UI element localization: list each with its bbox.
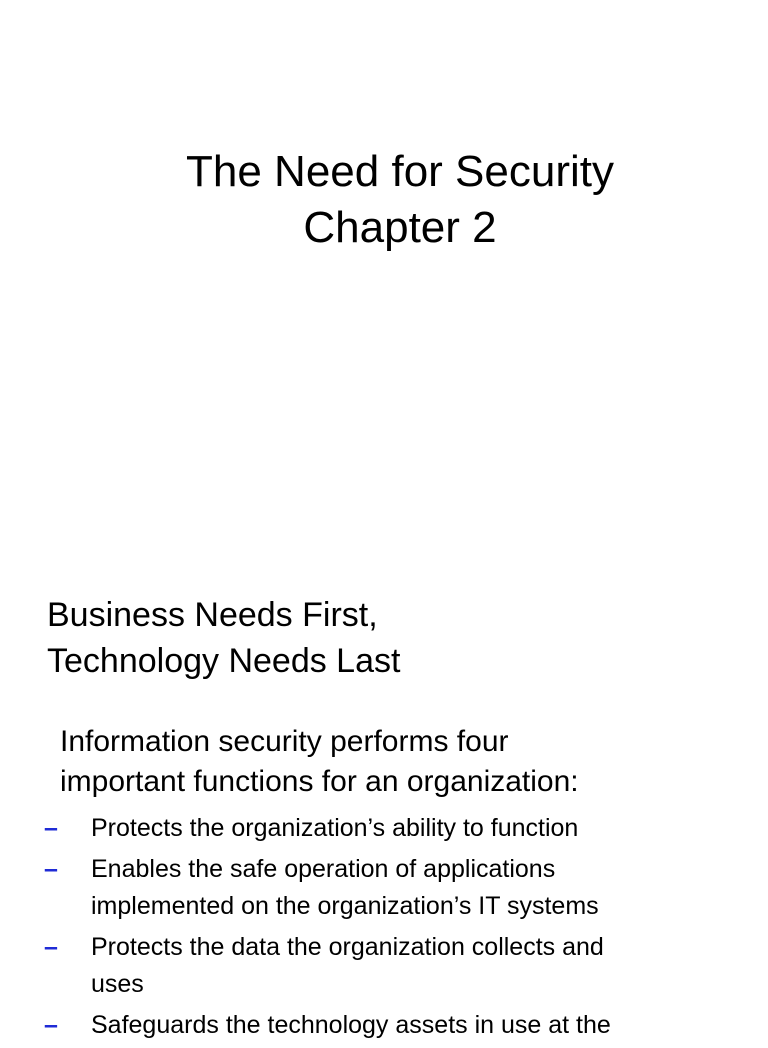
bullet-item	[44, 851, 764, 925]
slide-title	[0, 144, 768, 256]
intro-paragraph	[60, 722, 760, 802]
bullet-dash-icon: –	[44, 933, 58, 961]
slide-title-line: The Need for Security	[186, 147, 614, 196]
intro-line: Information security performs four	[60, 725, 509, 758]
bullet-text: Protects the organization’s ability to function	[91, 814, 579, 842]
bullet-dash-icon: –	[44, 1011, 58, 1039]
bullet-list	[44, 810, 764, 1048]
bullet-dash-icon: –	[44, 855, 58, 883]
bullet-item	[44, 1007, 764, 1044]
bullet-dash-icon: –	[44, 814, 58, 842]
bullet-item	[44, 810, 764, 847]
bullet-text: Safeguards the technology assets in use at the	[91, 1011, 611, 1039]
section-heading-line: Business Needs First,	[47, 596, 378, 634]
intro-line: important functions for an organization:	[60, 765, 579, 798]
bullet-text: Enables the safe operation of applications	[91, 855, 556, 883]
section-heading	[47, 592, 400, 684]
bullet-text: Protects the data the organization collects and	[91, 933, 604, 961]
bullet-text: uses	[91, 970, 144, 998]
section-heading-line: Technology Needs Last	[47, 642, 401, 680]
bullet-text: implemented on the organization’s IT systems	[91, 892, 599, 920]
bullet-item	[44, 929, 764, 1003]
slide-subtitle-chapter: Chapter 2	[303, 203, 497, 252]
